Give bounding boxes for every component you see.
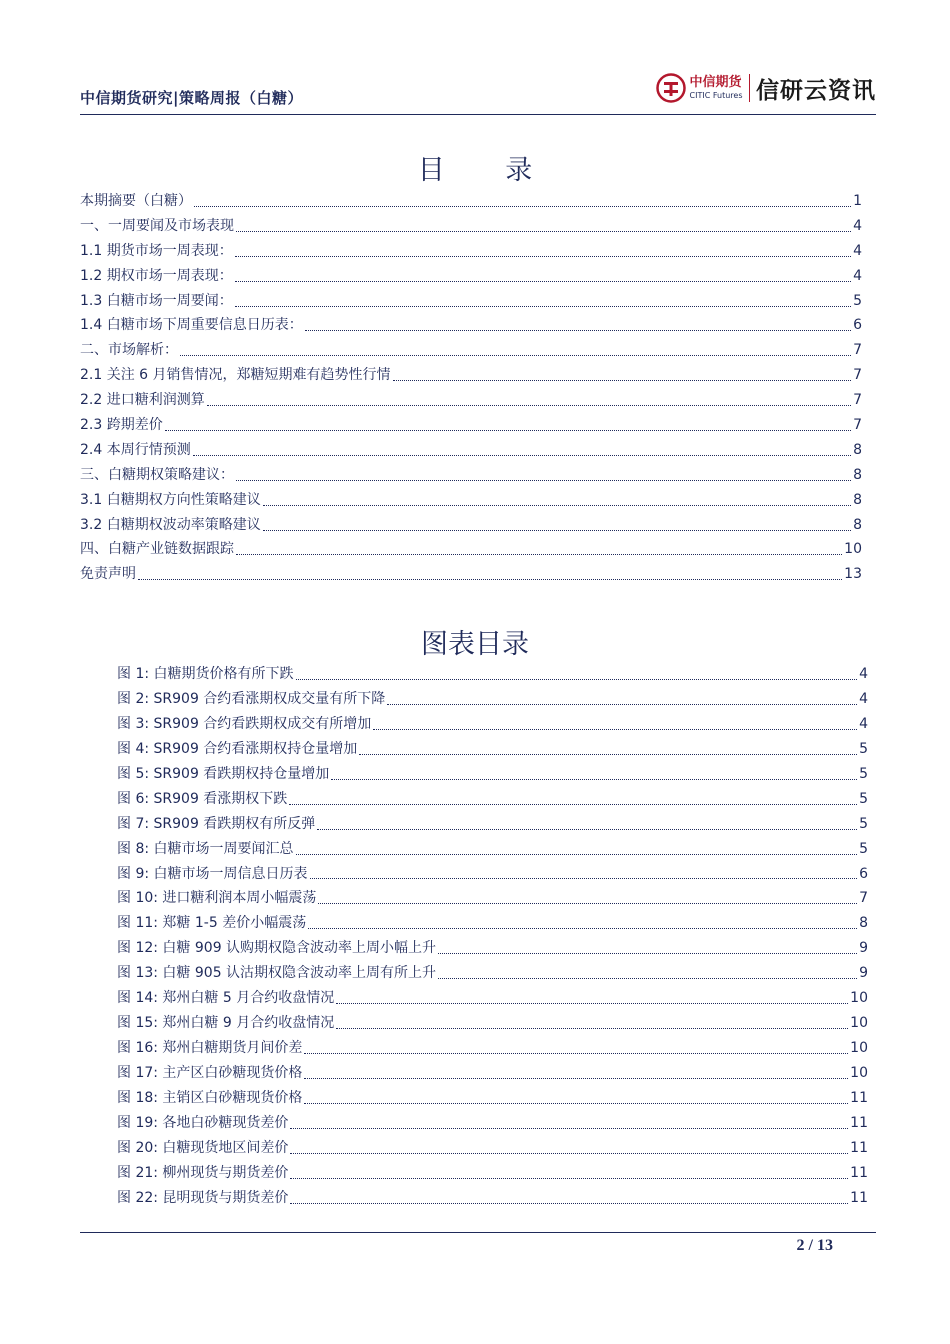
dot-leader (438, 978, 857, 979)
toc-entry[interactable] (80, 190, 862, 215)
toc-entry-label: 本期摘要（白糖） (80, 193, 192, 209)
figure-entry-label: 图 7: SR909 看跌期权有所反弹 (117, 815, 316, 832)
figure-entry[interactable] (117, 763, 868, 788)
dot-leader (317, 829, 857, 830)
figure-entry-label: 图 3: SR909 合约看跌期权成交有所增加 (117, 715, 372, 732)
figure-entry[interactable] (117, 863, 868, 888)
toc-entry-label: 1.2 期权市场一周表现： (80, 267, 233, 284)
dot-leader (290, 1153, 848, 1154)
toc-entry[interactable] (80, 314, 862, 339)
dot-leader (193, 455, 851, 456)
toc-entry[interactable] (80, 290, 862, 315)
dot-leader (438, 953, 857, 954)
figure-entry-label: 图 20: 白糖现货地区间差价 (117, 1139, 289, 1156)
figure-entry-page: 11 (850, 1164, 868, 1181)
figure-entry-page: 10 (850, 1015, 868, 1032)
logo-text (690, 76, 743, 100)
dot-leader (336, 1028, 848, 1029)
figure-entry-label: 图 11: 郑糖 1-5 差价小幅震荡 (117, 915, 307, 932)
dot-leader (373, 729, 857, 730)
toc-entry-page: 7 (853, 367, 862, 384)
figure-entry-label: 图 9: 白糖市场一周信息日历表 (117, 865, 308, 882)
dot-leader (263, 505, 851, 506)
citic-logo-icon (656, 73, 686, 103)
toc-entry[interactable] (80, 489, 862, 514)
toc-entry-page: 7 (853, 392, 862, 409)
toc-entry[interactable] (80, 538, 862, 563)
figure-entry[interactable] (117, 663, 868, 688)
toc-entry[interactable] (80, 364, 862, 389)
dot-leader (235, 281, 851, 282)
table-of-contents (80, 190, 862, 588)
page-header (80, 66, 876, 115)
dot-leader (235, 256, 851, 257)
dot-leader (194, 206, 851, 207)
dot-leader (207, 405, 851, 406)
figure-entry-label: 图 22: 昆明现货与期货差价 (117, 1189, 289, 1206)
dot-leader (236, 480, 851, 481)
figure-entry[interactable] (117, 962, 868, 987)
toc-entry[interactable] (80, 240, 862, 265)
toc-entry-label: 四、白糖产业链数据跟踪 (80, 541, 234, 558)
figure-entry-page: 5 (859, 740, 868, 757)
figure-entry-page: 10 (850, 1065, 868, 1081)
figure-entry-page: 10 (850, 990, 868, 1007)
figure-entry[interactable] (117, 987, 868, 1012)
dot-leader (235, 306, 851, 307)
toc-entry-page: 8 (853, 441, 862, 458)
toc-entry-label: 二、市场解析： (80, 342, 178, 359)
figure-entry[interactable] (117, 1187, 868, 1212)
dot-leader (290, 1203, 848, 1204)
figure-entry-label: 图 18: 主销区白砂糖现货价格 (117, 1089, 303, 1106)
toc-entry-page: 13 (844, 566, 862, 583)
figure-entry[interactable] (117, 688, 868, 713)
toc-entry-label: 三、白糖期权策略建议： (80, 466, 234, 483)
dot-leader (387, 704, 857, 705)
figure-entry-page: 4 (859, 690, 868, 707)
dot-leader (393, 380, 852, 381)
dot-leader (359, 754, 857, 755)
figure-entry-page: 5 (859, 815, 868, 832)
dot-leader (263, 530, 851, 531)
logo-divider (749, 74, 751, 102)
logo-en: CITIC Futures (689, 91, 743, 100)
figure-entry-label: 图 5: SR909 看跌期权持仓量增加 (117, 765, 330, 782)
figure-entry[interactable] (117, 887, 868, 912)
figure-entry-label: 图 15: 郑州白糖 9 月合约收盘情况 (117, 1015, 335, 1032)
figure-entry[interactable] (117, 1062, 868, 1087)
dot-leader (290, 1178, 848, 1179)
dot-leader (296, 679, 858, 680)
dot-leader (165, 430, 851, 431)
toc-entry-label: 2.1 关注 6 月销售情况，郑糖短期难有趋势性行情 (80, 367, 391, 384)
toc-entry[interactable] (80, 339, 862, 364)
toc-entry[interactable] (80, 514, 862, 539)
figure-entry-page: 5 (859, 765, 868, 782)
dot-leader (236, 554, 842, 555)
dot-leader (180, 355, 851, 356)
toc-entry-page: 7 (853, 417, 862, 434)
figure-entry[interactable] (117, 937, 868, 962)
dot-leader (290, 1128, 848, 1129)
figure-entry[interactable] (117, 813, 868, 838)
figure-entry[interactable] (117, 1087, 868, 1112)
toc-entry[interactable] (80, 215, 862, 240)
toc-entry-label: 1.4 白糖市场下周重要信息日历表： (80, 317, 303, 334)
figure-entry-label: 图 10: 进口糖利润本周小幅震荡 (117, 890, 317, 907)
page-number: 2 / 13 (796, 1237, 833, 1254)
toc-entry[interactable] (80, 389, 862, 414)
brand-name: 信研云资讯 (756, 77, 876, 104)
figure-entry-page: 5 (859, 840, 868, 857)
figure-entry-label: 图 2: SR909 合约看涨期权成交量有所下降 (117, 690, 386, 707)
figure-entry-label: 图 12: 白糖 909 认购期权隐含波动率上周小幅上升 (117, 940, 437, 957)
figure-entry-page: 7 (859, 890, 868, 907)
dot-leader (318, 903, 857, 904)
footer-divider (80, 1232, 876, 1233)
toc-entry-label: 2.3 跨期差价 (80, 417, 163, 434)
figure-entry[interactable] (117, 1012, 868, 1037)
toc-entry-page: 8 (853, 491, 862, 508)
toc-entry[interactable] (80, 265, 862, 290)
toc-entry-label: 免责声明 (80, 566, 136, 583)
figures-title: 图表目录 (421, 629, 529, 660)
toc-entry-page: 7 (853, 342, 862, 359)
toc-entry-label: 一、一周要闻及市场表现 (80, 217, 234, 234)
toc-entry[interactable] (80, 439, 862, 464)
toc-entry-page: 1 (853, 193, 862, 209)
figure-entry-label: 图 21: 柳州现货与期货差价 (117, 1164, 289, 1181)
dot-leader (289, 804, 857, 805)
figure-entry-page: 4 (859, 666, 868, 682)
figure-entry[interactable] (117, 738, 868, 763)
figure-entry-page: 11 (850, 1114, 868, 1131)
dot-leader (305, 330, 851, 331)
dot-leader (336, 1003, 848, 1004)
figure-entry-label: 图 8: 白糖市场一周要闻汇总 (117, 840, 294, 857)
toc-entry[interactable] (80, 563, 862, 588)
figure-entry-label: 图 13: 白糖 905 认沽期权隐含波动率上周有所上升 (117, 965, 437, 982)
figure-list (117, 663, 868, 1212)
figure-entry[interactable] (117, 1037, 868, 1062)
figure-entry-page: 5 (859, 790, 868, 807)
toc-entry[interactable] (80, 464, 862, 489)
toc-entry[interactable] (80, 414, 862, 439)
dot-leader (304, 1078, 848, 1079)
figure-entry-page: 10 (850, 1040, 868, 1057)
figure-entry[interactable] (117, 1162, 868, 1187)
toc-entry-label: 1.1 期货市场一周表现： (80, 242, 233, 259)
toc-entry-page: 5 (853, 292, 862, 309)
figure-entry[interactable] (117, 788, 868, 813)
figure-entry-label: 图 16: 郑州白糖期货月间价差 (117, 1040, 303, 1057)
figure-entry-page: 11 (850, 1089, 868, 1106)
figure-entry-label: 图 14: 郑州白糖 5 月合约收盘情况 (117, 990, 335, 1007)
figure-entry-label: 图 4: SR909 合约看涨期权持仓量增加 (117, 740, 358, 757)
header-title: 中信期货研究|策略周报（白糖） (80, 89, 303, 107)
figure-entry[interactable] (117, 713, 868, 738)
dot-leader (308, 928, 857, 929)
dot-leader (296, 854, 858, 855)
toc-title: 目 录 (417, 155, 559, 186)
toc-entry-page: 10 (844, 541, 862, 558)
figure-entry-label: 图 1: 白糖期货价格有所下跌 (117, 666, 294, 682)
logo (656, 70, 876, 106)
figure-entry-page: 9 (859, 965, 868, 982)
toc-entry-page: 4 (853, 242, 862, 259)
figure-entry-label: 图 19: 各地白砂糖现货差价 (117, 1114, 289, 1131)
toc-entry-page: 8 (853, 466, 862, 483)
figure-entry[interactable] (117, 1112, 868, 1137)
figure-entry-page: 9 (859, 940, 868, 957)
toc-entry-page: 4 (853, 217, 862, 234)
figure-entry-page: 8 (859, 915, 868, 932)
toc-entry-label: 3.1 白糖期权方向性策略建议 (80, 491, 261, 508)
dot-leader (236, 231, 851, 232)
logo-cn: 中信期货 (689, 75, 742, 90)
figure-entry-page: 6 (859, 865, 868, 882)
figure-entry[interactable] (117, 1137, 868, 1162)
dot-leader (331, 779, 857, 780)
figure-entry[interactable] (117, 838, 868, 863)
dot-leader (304, 1053, 848, 1054)
dot-leader (304, 1103, 848, 1104)
figure-entry-label: 图 6: SR909 看涨期权下跌 (117, 790, 288, 807)
figure-entry-page: 11 (850, 1189, 868, 1206)
figure-entry-label: 图 17: 主产区白砂糖现货价格 (117, 1065, 303, 1081)
toc-entry-label: 3.2 白糖期权波动率策略建议 (80, 516, 261, 533)
dot-leader (138, 579, 842, 580)
toc-entry-page: 8 (853, 516, 862, 533)
toc-entry-label: 1.3 白糖市场一周要闻： (80, 292, 233, 309)
toc-entry-label: 2.2 进口糖利润测算 (80, 392, 205, 409)
figure-entry-page: 11 (850, 1139, 868, 1156)
toc-entry-page: 4 (853, 267, 862, 284)
toc-entry-label: 2.4 本周行情预测 (80, 441, 191, 458)
dot-leader (310, 878, 858, 879)
figure-entry-page: 4 (859, 715, 868, 732)
toc-entry-page: 6 (853, 317, 862, 334)
figure-entry[interactable] (117, 912, 868, 937)
